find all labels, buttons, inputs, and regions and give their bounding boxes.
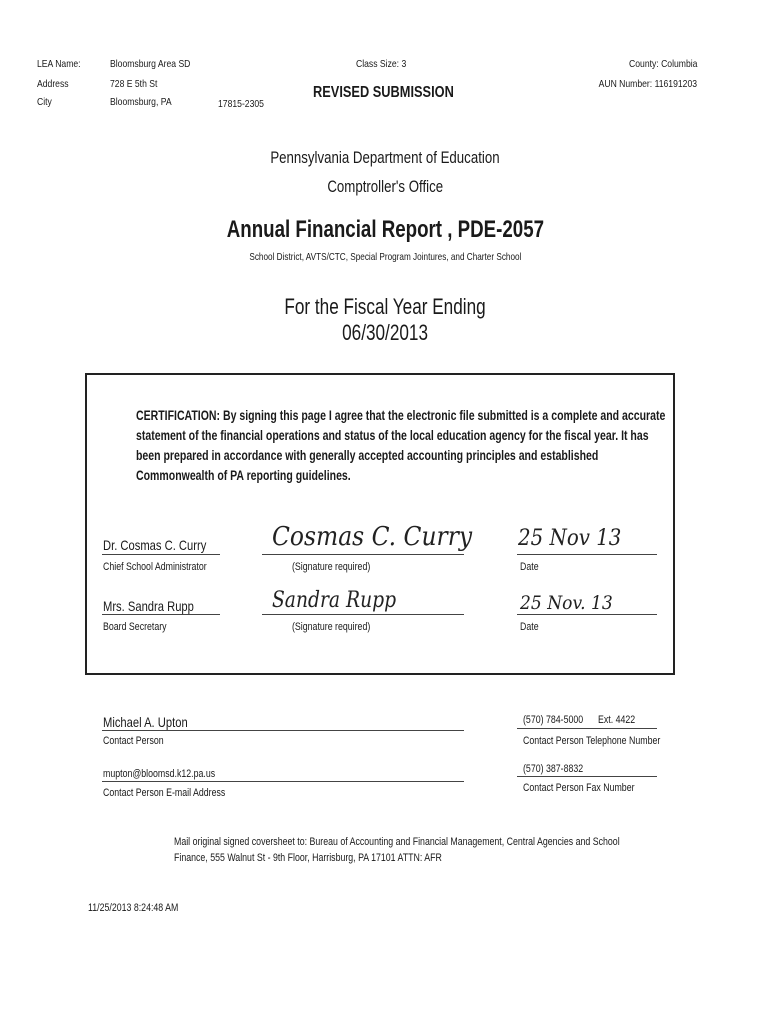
mail-note-line2: Finance, 555 Walnut St - 9th Floor, Harrisburg, PA 17101 ATTN: AFR xyxy=(174,852,442,864)
contact-name-label: Contact Person xyxy=(103,735,164,747)
fiscal-year-label: For the Fiscal Year Ending xyxy=(284,294,486,319)
contact-fax: (570) 387-8832 xyxy=(523,763,584,775)
report-subtitle: School District, AVTS/CTC, Special Program Jointures, and Charter School xyxy=(248,251,522,263)
signer1-date-label: Date xyxy=(520,561,539,573)
timestamp: 11/25/2013 8:24:48 AM xyxy=(88,902,179,914)
signer2-date-label: Date xyxy=(520,621,539,633)
signer1-signature: Cosmas C. Curry xyxy=(272,522,473,552)
contact-email-label: Contact Person E-mail Address xyxy=(103,787,226,799)
city-value: Bloomsburg, PA xyxy=(110,96,172,108)
signer2-title: Board Secretary xyxy=(103,621,167,633)
dept-title: Pennsylvania Department of Education xyxy=(270,148,500,167)
contact-name: Michael A. Upton xyxy=(103,714,188,730)
county: County: Columbia xyxy=(628,58,697,70)
mail-note-line1: Mail original signed coversheet to: Bureau of Accounting and Financial Management, Central Agencies and School xyxy=(174,836,620,848)
signer1-date-value: 25 Nov 13 xyxy=(518,526,622,551)
aun-number: AUN Number: 116191203 xyxy=(598,78,697,90)
lea-name-label: LEA Name: xyxy=(37,58,81,70)
signer2-signature: Sandra Rupp xyxy=(272,588,397,613)
office-title: Comptroller's Office xyxy=(327,177,443,196)
signer2-date-value: 25 Nov. 13 xyxy=(520,592,613,614)
lea-name-value: Bloomsburg Area SD xyxy=(110,58,191,70)
revised-submission: REVISED SUBMISSION xyxy=(313,84,454,101)
signer2-sig-label: (Signature required) xyxy=(292,621,371,633)
certification-text: CERTIFICATION: By signing this page I agree that the electronic file submitted is a complete and accurate statement of the financial operations and status of the local education agency for the fiscal year. It has been prepared in accordance with generally accepted accounting principles and established Commonwealth of PA reporting guidelines. xyxy=(136,408,666,483)
address-value: 728 E 5th St xyxy=(110,78,158,90)
contact-phone: (570) 784-5000 xyxy=(523,714,584,726)
class-size: Class Size: 3 xyxy=(356,58,407,70)
address-label: Address xyxy=(37,78,69,90)
city-label: City xyxy=(37,96,52,108)
contact-fax-label: Contact Person Fax Number xyxy=(523,782,635,794)
contact-ext: Ext. 4422 xyxy=(598,714,636,726)
fiscal-year-date: 06/30/2013 xyxy=(342,320,428,345)
contact-email: mupton@bloomsd.k12.pa.us xyxy=(103,768,216,780)
signer1-sig-label: (Signature required) xyxy=(292,561,371,573)
zip-value: 17815-2305 xyxy=(218,98,264,110)
signer2-name: Mrs. Sandra Rupp xyxy=(103,598,194,614)
signer1-title: Chief School Administrator xyxy=(103,561,207,573)
contact-phone-label: Contact Person Telephone Number xyxy=(523,735,661,747)
signer1-name: Dr. Cosmas C. Curry xyxy=(103,537,207,553)
report-title: Annual Financial Report , PDE-2057 xyxy=(226,216,544,243)
